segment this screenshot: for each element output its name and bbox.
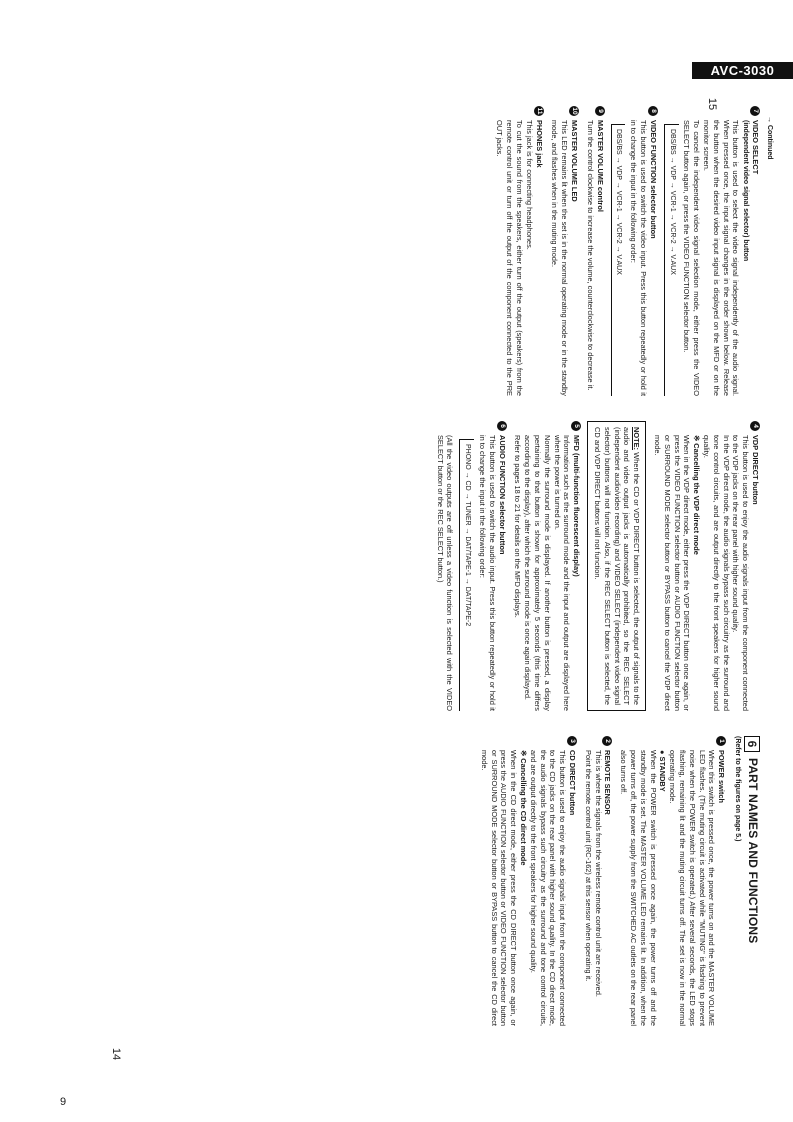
- item-subheading: ※ Cancelling the VDP direct mode: [692, 435, 702, 555]
- continued-label: → Continued: [766, 116, 773, 160]
- item-number-badge: 10: [571, 107, 579, 115]
- item-paragraph: In the VDP direct mode, the audio signals bypass such circuitry as the surround and tone control circuits, and are output directly to the front speakers for higher sound quality.: [702, 435, 731, 711]
- manual-item: [585, 106, 605, 396]
- continued-text: Continued: [766, 124, 773, 160]
- manual-item: [479, 736, 577, 1026]
- item-title: MASTER VOLUME LED: [570, 120, 580, 202]
- item-paragraph: When in the CD direct mode, either press the CD DIRECT button once again, or press the AUDIO FUNCTION selector button or VIDEO FUNCTION selector button or SURROUND MODE selector button or BYPASS button to cancel the CD direct mode.: [479, 750, 519, 1026]
- section-number: 6: [744, 736, 760, 752]
- item-paragraph: Turn the control clockwise to increase the volume, counterclockwise to decrease it.: [585, 120, 595, 391]
- item-number-badge: 3: [567, 736, 577, 746]
- item-title: PHONES jack: [534, 120, 544, 168]
- column-left: [105, 736, 760, 1026]
- item-paragraph: This button is used to switch the audio input. Press this button repeatedly or hold it in to change the input in the following order:: [478, 435, 497, 711]
- note-text: When the CD or VDP DIRECT button is selected, the output of signals to the audio and video output jacks is automatically prohibited, so the REC SELECT (independent audio/video recording) and VIDEO SELECT (independent video signal selector) buttons will not function. Also, if the REC SELECT button is selected, the CD and VDP DIRECT buttons will not function.: [593, 427, 642, 705]
- item-paragraph: This button is used to enjoy the audio signals input from the component connected to the VDP jacks on the rear panel with higher sound quality.: [731, 435, 751, 711]
- item-footnote: (All the video outputs are off unless a video function is selected with the VIDEO SELECT button or the REC SELECT button.): [435, 435, 455, 711]
- col3-items: [495, 106, 760, 396]
- item-subheading: ※ Cancelling the CD direct mode: [519, 750, 529, 866]
- item-title: REMOTE SENSOR: [603, 750, 613, 815]
- item-paragraph: When this switch is pressed once, the power turns on and the MASTER VOLUME LED flashes. (The muting circuit is activated while "MUTING" is flashing to prevent noise when the POWER switch is operated.) After several seconds, the LED stops flashing, remaining lit and the muting circuit turns off. The set is now in the normal operating mode.: [668, 750, 717, 1026]
- manual-item: [611, 106, 658, 396]
- col1-items: [479, 736, 726, 1026]
- note-box: [587, 421, 646, 711]
- column-right: [105, 106, 773, 396]
- item-number-badge: 2: [602, 736, 612, 746]
- item-number-badge: 9: [595, 106, 605, 116]
- item-number-badge: 4: [750, 421, 760, 431]
- item-paragraph: Normally the surround mode is displayed. If another button is pressed, a display pertaining to that button is shown for approximately 5 seconds (this time differs according to the display), after which the surround mode is once again displayed.: [523, 435, 552, 711]
- manual-item: [618, 736, 726, 1026]
- model-banner: AVC-3030: [692, 62, 793, 79]
- manual-item: [583, 736, 612, 1026]
- item-number-badge: 7: [750, 106, 760, 116]
- item-paragraph: To cancel the independent video signal selection mode, either press the VIDEO SELECT button again, or press the VIDEO FUNCTION selector button.: [682, 120, 702, 396]
- item-paragraph: Information such as the surround mode and the input and output are displayed here when the power is turned on.: [552, 435, 572, 711]
- item-paragraph: This LED remains lit when the set is in the normal operating mode or in the standby mode, and flashes when in the muting mode.: [550, 120, 570, 396]
- item-number-badge: 6: [497, 421, 507, 431]
- note-heading: NOTE:: [632, 427, 642, 450]
- section-header: [744, 736, 760, 1026]
- item-title: VDP DIRECT button: [751, 435, 760, 505]
- item-number-badge: 1: [716, 736, 726, 746]
- item-number-badge: 8: [648, 106, 658, 116]
- manual-item: [435, 421, 507, 711]
- item-subtitle: (independent video signal selector) button: [742, 120, 750, 262]
- item-paragraph: Refer to pages 18 to 21 for details on the MFD displays.: [513, 435, 523, 618]
- manual-item: [495, 106, 544, 396]
- rotated-content: [100, 96, 773, 1036]
- item-paragraph: When in the VDP direct mode, either press the VDP DIRECT button once again, or press the VIDEO FUNCTION selector button or AUDIO FUNCTION selector button or SURROUND MODE selector button or BYPASS button to cancel the VDP direct mode.: [653, 435, 692, 711]
- item-title: VIDEO SELECT: [751, 120, 760, 175]
- item-title: AUDIO FUNCTION selector button: [497, 435, 507, 555]
- item-paragraph: This button is used to enjoy the audio signals input from the component connected to the CD jacks on the rear panel with higher sound quality. In the CD direct mode, the audio signals bypass such circuitry as the surround and tone control circuits, and are output directly to the front speakers for higher sound quality.: [528, 750, 568, 1026]
- input-order-diagram: DBS/BS → VDP → VCR-1 → VCR-2 → V.AUX: [664, 124, 679, 396]
- item-paragraph: To cut the sound from the speakers, either turn off the output (speakers) from the remote control unit or turn off the output of the component connected to the PRE OUT jacks.: [495, 120, 525, 396]
- item-paragraph: Point the remote control unit (RC-162) at this sensor when operating it.: [583, 750, 593, 982]
- item-title: VIDEO FUNCTION selector button: [648, 120, 658, 239]
- item-title: POWER switch: [717, 750, 727, 803]
- page-number-right: 15: [706, 97, 719, 111]
- item-paragraph: This button is used to select the video signal independently of the audio signal. When pressed once, the input signal changes in the order shown below. Release the button when the desired video input signal is displayed on the MFD or on the monitor screen.: [702, 120, 741, 396]
- section-title: PART NAMES AND FUNCTIONS: [745, 758, 760, 944]
- input-order-diagram: PHONO → CD → TUNER → DAT/TAPE-1 → DAT/TAPE-2: [459, 439, 474, 711]
- item-number-badge: 11: [535, 107, 543, 115]
- item-subheading: ● STANDBY: [658, 750, 668, 792]
- item-title: CD DIRECT button: [568, 750, 578, 816]
- manual-item: [550, 106, 579, 396]
- page-number-left: 14: [110, 1047, 123, 1061]
- banner-end-block: [786, 62, 793, 79]
- item-paragraph: When the POWER switch is pressed once again, the power turns off and the standby mode is set. The MASTER VOLUME LED remains lit. In addition, when the power turns off, the power supply from the SWITCHED AC outlets on the rear panel also turns off.: [619, 750, 658, 1026]
- page-number-bottom: 9: [60, 1096, 67, 1108]
- col2-items: [652, 421, 760, 711]
- item-title: MFD (multi-function fluorescent display): [572, 435, 582, 577]
- column-middle: [105, 421, 760, 711]
- figure-reference: (Refer to the figures on page 5.): [734, 736, 741, 842]
- item-paragraph: This button is used to switch the video input. Press this button repeatedly or hold it in to change the input in the following order:: [629, 120, 649, 396]
- input-order-diagram: DBS/BS → VDP → VCR-1 → VCR-2 → V.AUX: [611, 124, 626, 396]
- manual-item: [652, 421, 760, 711]
- manual-item: [513, 421, 582, 711]
- col2-items-2: [435, 421, 581, 711]
- item-paragraph: This jack is for connecting headphones.: [524, 120, 534, 250]
- item-number-badge: 5: [571, 421, 581, 431]
- item-title: MASTER VOLUME control: [595, 120, 605, 212]
- item-paragraph: This is where the signals from the wireless remote control unit are received.: [593, 750, 603, 997]
- manual-item: [664, 106, 760, 396]
